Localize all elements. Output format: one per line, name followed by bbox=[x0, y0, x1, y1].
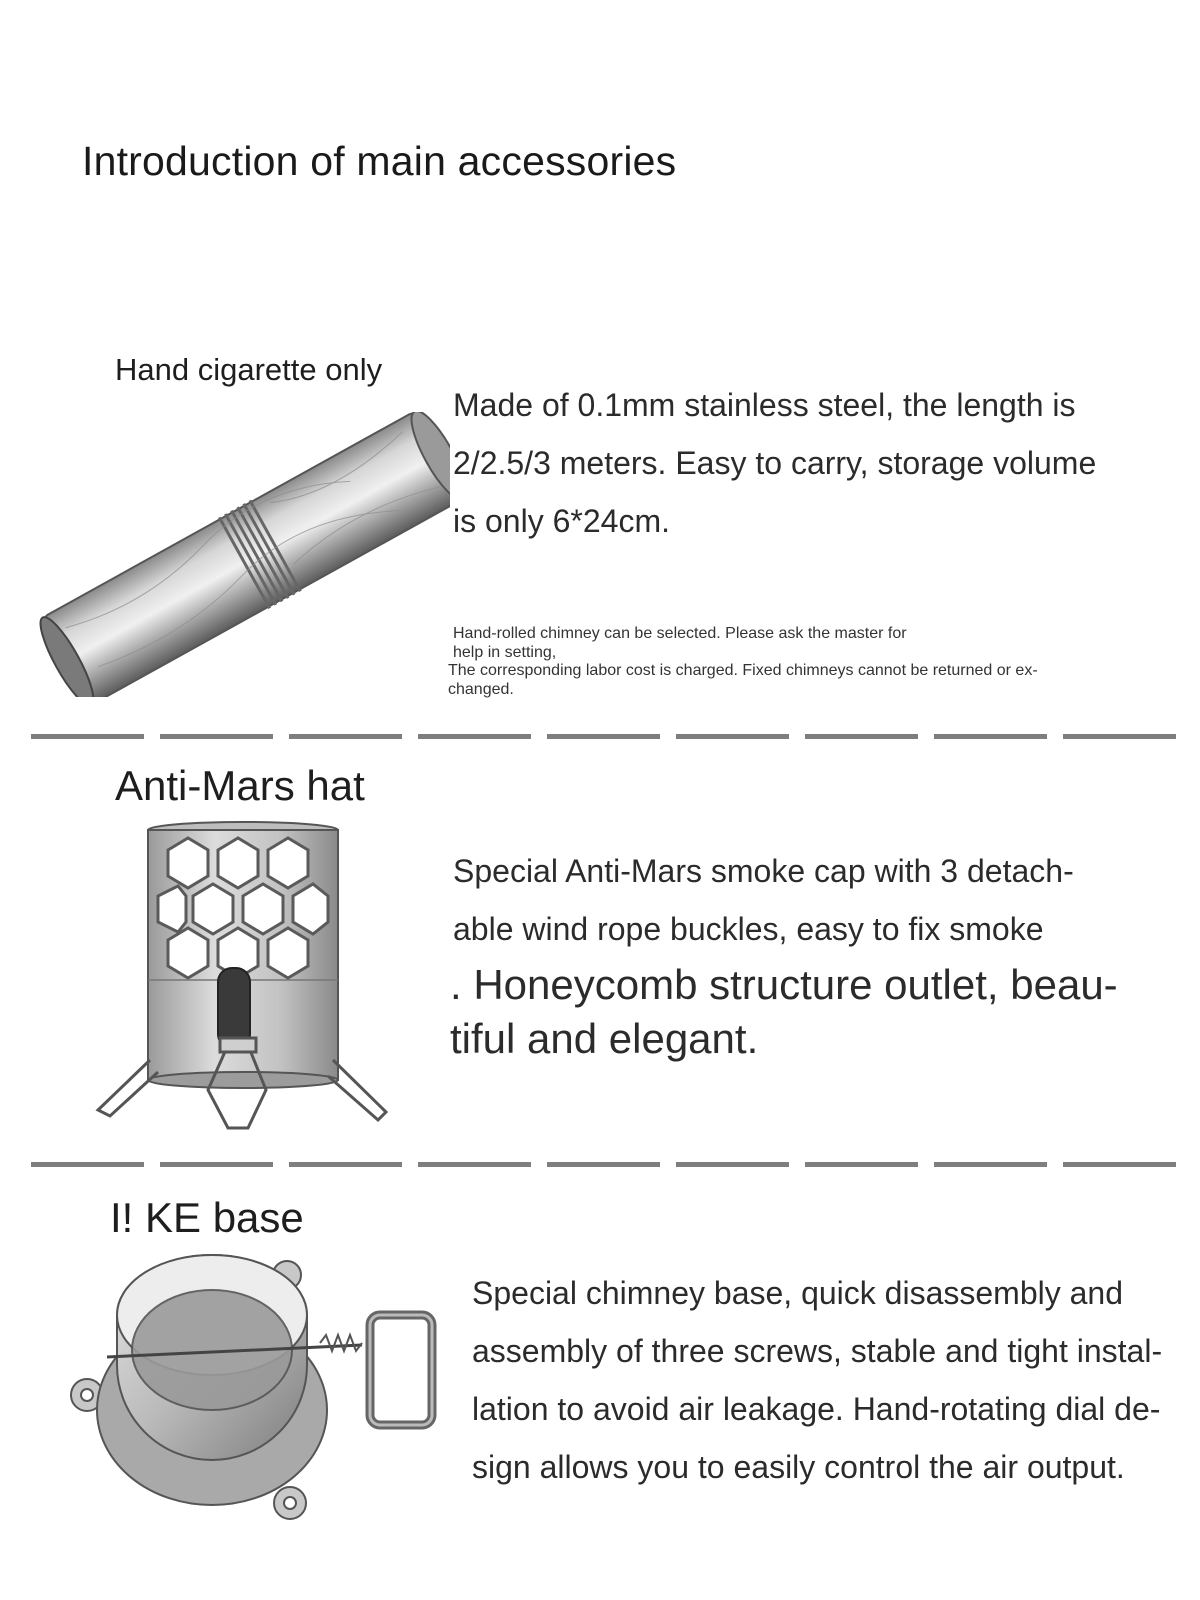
note-line: The corresponding labor cost is charged. Fixed chimneys cannot be returned or ex- bbox=[448, 662, 1038, 679]
description-line: lation to avoid air leakage. Hand-rotating dial de- bbox=[472, 1391, 1161, 1427]
section-divider bbox=[31, 1162, 1176, 1168]
section-description-base bbox=[472, 1264, 1172, 1496]
section-description-hat bbox=[450, 842, 1173, 1066]
section-description-pipe bbox=[453, 376, 1173, 550]
description-line: . Honeycomb structure outlet, beau- bbox=[450, 961, 1118, 1008]
honeycomb-smoke-cap-icon bbox=[88, 820, 398, 1140]
section-divider bbox=[31, 734, 1176, 740]
section-note-pipe bbox=[448, 625, 1148, 699]
rolled-chimney-pipe-icon bbox=[30, 412, 450, 697]
description-line: able wind rope buckles, easy to fix smoke bbox=[453, 911, 1044, 947]
description-line: Special Anti-Mars smoke cap with 3 detach- bbox=[453, 853, 1074, 889]
note-line: Hand-rolled chimney can be selected. Please ask the master for bbox=[453, 625, 907, 642]
description-line: Made of 0.1mm stainless steel, the length is bbox=[453, 387, 1076, 423]
description-line: 2/2.5/3 meters. Easy to carry, storage volume bbox=[453, 445, 1097, 481]
section-label-hat: Anti-Mars hat bbox=[115, 762, 365, 809]
section-label-base: I! KE base bbox=[110, 1194, 304, 1241]
page-title: Introduction of main accessories bbox=[82, 138, 677, 184]
note-line: help in setting, bbox=[453, 643, 557, 661]
description-line: assembly of three screws, stable and tight instal- bbox=[472, 1333, 1163, 1369]
description-line: tiful and elegant. bbox=[450, 1015, 759, 1062]
section-label-pipe: Hand cigarette only bbox=[115, 352, 383, 387]
chimney-base-damper-icon bbox=[62, 1245, 452, 1535]
description-line: Special chimney base, quick disassembly and bbox=[472, 1275, 1123, 1311]
description-line: sign allows you to easily control the air output. bbox=[472, 1449, 1125, 1485]
note-line: changed. bbox=[448, 680, 514, 698]
description-line: is only 6*24cm. bbox=[453, 503, 670, 539]
